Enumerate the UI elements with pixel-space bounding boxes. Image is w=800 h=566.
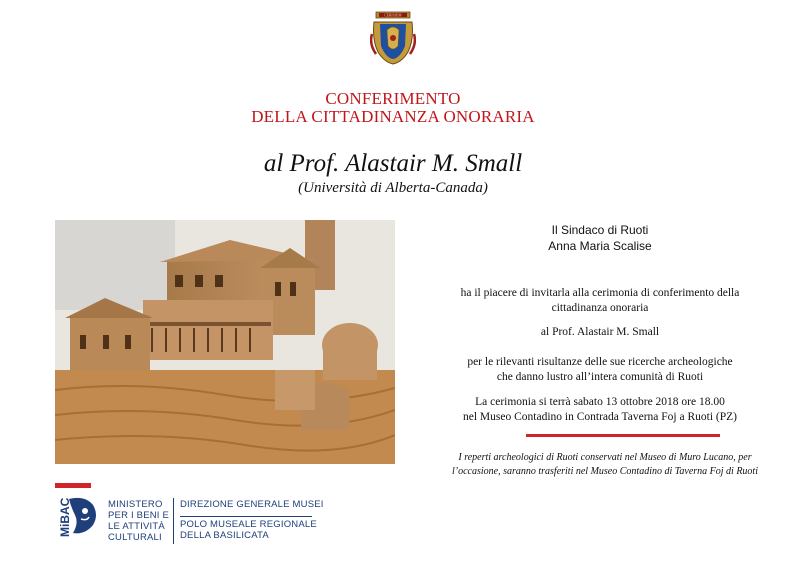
invite-text-line-2: cittadinanza onoraria [551, 302, 649, 314]
logo-vertical-divider [173, 498, 174, 544]
ministry-line-4: CULTURALI [108, 532, 162, 543]
municipal-crest-icon [370, 10, 416, 66]
ministry-line-2: PER I BENI E [108, 510, 170, 521]
invite-reason-line-1: per le rilevanti risultanze delle sue ricerche archeologiche [467, 356, 733, 368]
logo-horizontal-divider [180, 516, 312, 517]
title-line-2: DELLA CITTADINANZA ONORARIA [251, 107, 535, 126]
ministry-line-1: MINISTERO [108, 499, 163, 510]
polo-name [180, 519, 317, 541]
honoree-affiliation: (Università di Alberta-Canada) [298, 180, 488, 196]
title-line-1: CONFERIMENTO [325, 89, 461, 108]
ceremony-location: nel Museo Contadino in Contrada Taverna Foj a Ruoti (PZ) [463, 411, 737, 423]
host-name: Anna Maria Scalise [548, 239, 652, 253]
note-line-2: l’occasione, saranno trasferiti nel Museo Contadino di Taverna Foj di Ruoti [451, 466, 758, 477]
honoree-name: al Prof. Alastair M. Small [263, 150, 523, 177]
note-line-1: I reperti archeologici di Ruoti conservati nel Museo di Muro Lucano, per [458, 452, 752, 463]
invite-reason-line-2: che danno lustro all’intera comunità di Ruoti [496, 371, 704, 383]
mibac-mark-text: MiBAC [58, 497, 72, 537]
direction-name: DIREZIONE GENERALE MUSEI [180, 499, 324, 510]
host-title: Il Sindaco di Ruoti [551, 223, 649, 237]
invite-text-line-1: ha il piacere di invitarla alla cerimonia di conferimento della [460, 287, 740, 299]
invite-honoree: al Prof. Alastair M. Small [540, 326, 660, 338]
mibac-logo-icon [55, 493, 101, 541]
crest-ribbon: CERISIUM [384, 13, 402, 18]
red-divider [526, 434, 720, 437]
ceremony-date: La cerimonia si terrà sabato 13 ottobre 2018 ore 18.00 [475, 396, 725, 408]
building-model-photo [55, 220, 395, 464]
polo-line-1: POLO MUSEALE REGIONALE [180, 519, 317, 530]
polo-line-2: DELLA BASILICATA [180, 530, 269, 541]
ministry-line-3: LE ATTIVITÀ [108, 521, 165, 532]
ministry-name [108, 499, 169, 543]
logo-red-bar [55, 483, 91, 488]
